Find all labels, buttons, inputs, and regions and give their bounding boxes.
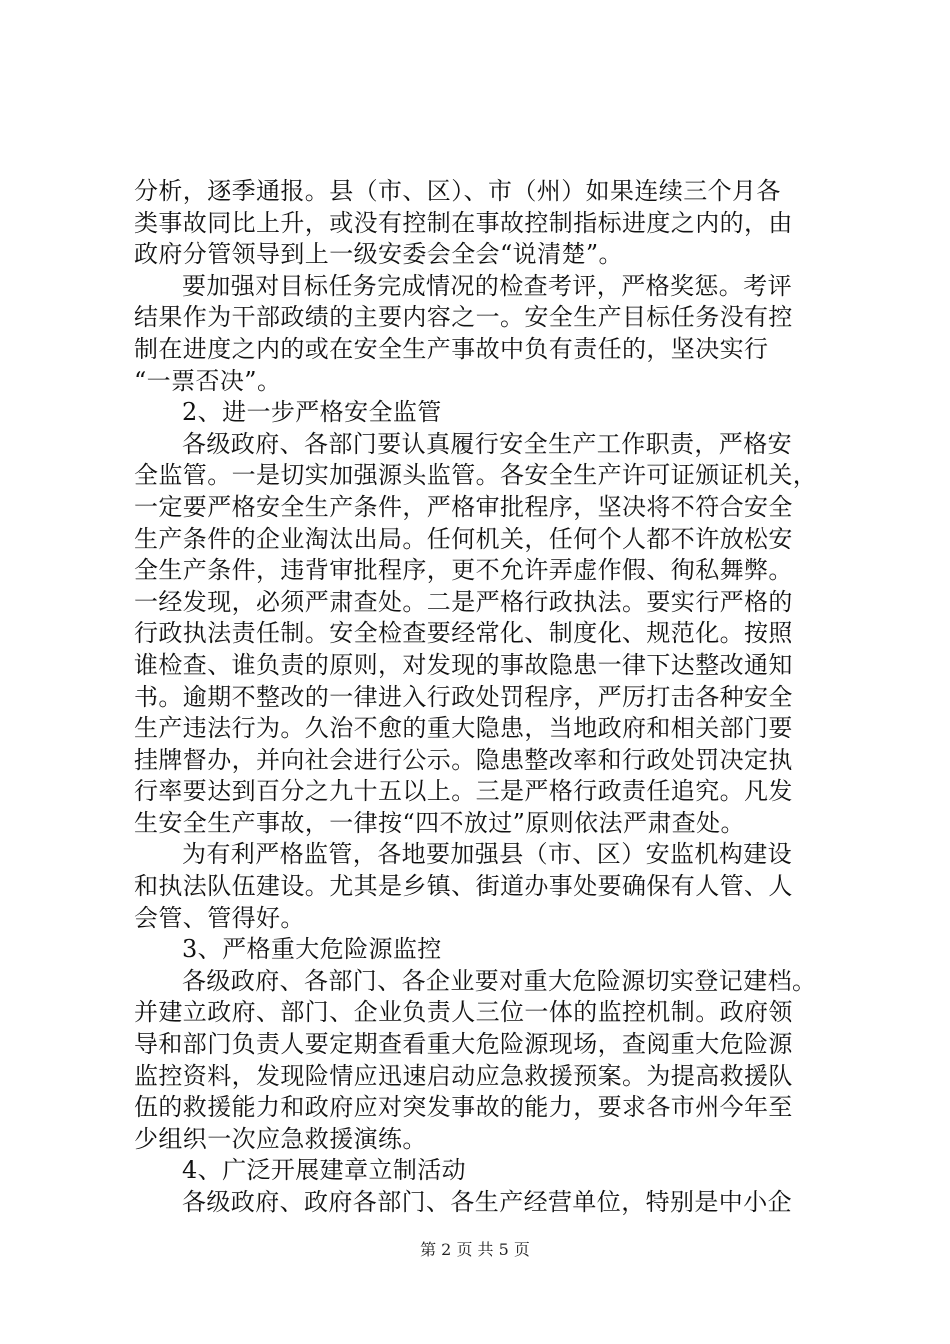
text-line: 谁检查、谁负责的原则，对发现的事故隐患一律下达整改通知 xyxy=(134,650,793,679)
text-line: 一定要严格安全生产条件，严格审批程序，坚决将不符合安全 xyxy=(134,492,793,521)
text-line: 一经发现，必须严肃查处。二是严格行政执法。要实行严格的 xyxy=(134,587,793,616)
text-line: 生产违法行为。久治不愈的重大隐患，当地政府和相关部门要 xyxy=(134,714,793,743)
text-line: 各级政府、各部门、各企业要对重大危险源切实登记建档。 xyxy=(182,966,817,995)
text-line: 类事故同比上升，或没有控制在事故控制指标进度之内的，由 xyxy=(134,208,793,237)
text-line: 3、严格重大危险源监控 xyxy=(182,935,442,964)
text-line: 2、进一步严格安全监管 xyxy=(182,398,442,427)
text-line: 书。逾期不整改的一律进入行政处罚程序，严厉打击各种安全 xyxy=(134,682,793,711)
text-line: 挂牌督办，并向社会进行公示。隐患整改率和行政处罚决定执 xyxy=(134,745,793,774)
text-line: 各级政府、各部门要认真履行安全生产工作职责，严格安 xyxy=(182,429,792,458)
page-footer: 第 2 页 共 5 页 xyxy=(420,1240,530,1259)
text-line: 全监管。一是切实加强源头监管。各安全生产许可证颁证机关， xyxy=(134,461,818,490)
text-line: 行率要达到百分之九十五以上。三是严格行政责任追究。凡发 xyxy=(134,777,793,806)
text-line: “一票否决”。 xyxy=(134,366,282,395)
text-line: 分析，逐季通报。县（市、区）、市（州）如果连续三个月各 xyxy=(134,177,781,205)
text-line: 制在进度之内的或在安全生产事故中负有责任的，坚决实行 xyxy=(134,334,769,363)
text-line: 会管、管得好。 xyxy=(134,903,305,932)
text-line: 导和部门负责人要定期查看重大危险源现场，查阅重大危险源 xyxy=(134,1030,793,1059)
text-line: 生产条件的企业淘汰出局。任何机关，任何个人都不许放松安 xyxy=(134,524,793,553)
text-line: 全生产条件，违背审批程序，更不允许弄虚作假、徇私舞弊。 xyxy=(134,556,793,585)
text-line: 政府分管领导到上一级安委会全会“说清楚”。 xyxy=(134,240,623,269)
text-line: 少组织一次应急救援演练。 xyxy=(134,1124,427,1153)
text-line: 和执法队伍建设。尤其是乡镇、街道办事处要确保有人管、人 xyxy=(134,872,793,901)
text-line: 4、广泛开展建章立制活动 xyxy=(182,1156,467,1185)
text-line: 要加强对目标任务完成情况的检查考评，严格奖惩。考评 xyxy=(182,271,792,300)
text-line: 监控资料，发现险情应迅速启动应急救援预案。为提高救援队 xyxy=(134,1061,793,1090)
document-body xyxy=(134,176,834,1219)
text-line: 为有利严格监管，各地要加强县（市、区）安监机构建设 xyxy=(182,840,792,869)
text-line: 各级政府、政府各部门、各生产经营单位，特别是中小企 xyxy=(182,1188,792,1216)
text-line: 伍的救援能力和政府应对突发事故的能力，要求各市州今年至 xyxy=(134,1093,793,1122)
text-line: 行政执法责任制。安全检查要经常化、制度化、规范化。按照 xyxy=(134,619,793,648)
text-line: 生安全生产事故，一律按“四不放过”原则依法严肃查处。 xyxy=(134,808,745,837)
text-line: 结果作为干部政绩的主要内容之一。安全生产目标任务没有控 xyxy=(134,303,793,332)
text-line: 并建立政府、部门、企业负责人三位一体的监控机制。政府领 xyxy=(134,998,793,1027)
